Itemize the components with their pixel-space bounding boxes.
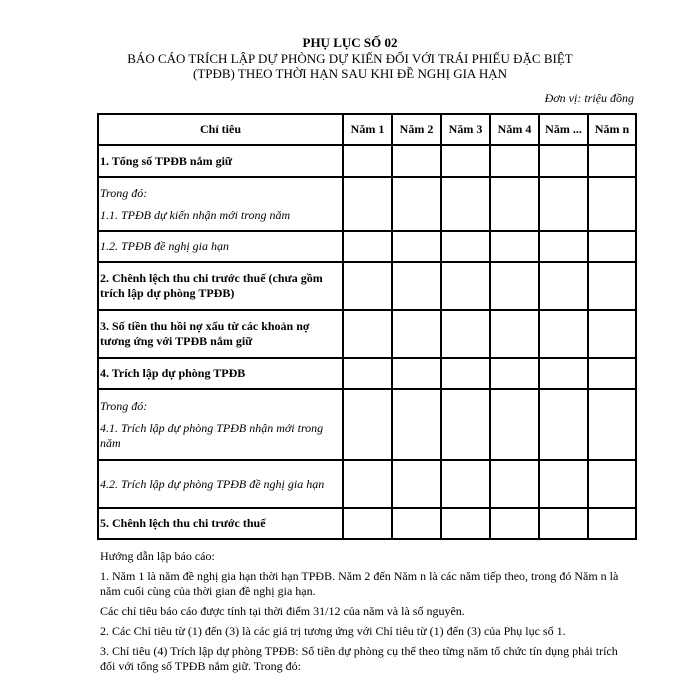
- row-label: 5. Chênh lệch thu chi trước thuế: [98, 508, 343, 539]
- table-cell: [343, 358, 392, 389]
- row-label: 1.2. TPĐB đề nghị gia hạn: [98, 231, 343, 262]
- table-cell: [343, 177, 392, 231]
- table-cell: [441, 231, 490, 262]
- row-label: [98, 177, 343, 231]
- table-cell: [539, 460, 588, 508]
- table-row: [98, 460, 636, 508]
- table-cell: [588, 508, 636, 539]
- table-cell: [343, 389, 392, 460]
- table-cell: [441, 508, 490, 539]
- report-instructions: [100, 549, 635, 674]
- table-cell: [392, 508, 441, 539]
- table-cell: [588, 310, 636, 358]
- table-cell: [539, 389, 588, 460]
- header-year-etc: Năm ...: [539, 114, 588, 145]
- table-cell: [392, 177, 441, 231]
- table-cell: [392, 231, 441, 262]
- table-cell: [588, 358, 636, 389]
- row-label: 1. Tổng số TPĐB nắm giữ: [98, 145, 343, 177]
- table-cell: [441, 310, 490, 358]
- table-cell: [490, 310, 539, 358]
- header-year-1: Năm 1: [343, 114, 392, 145]
- table-cell: [490, 460, 539, 508]
- table-cell: [392, 310, 441, 358]
- report-title-line1: BÁO CÁO TRÍCH LẬP DỰ PHÒNG DỰ KIẾN ĐỐI VỚI TRÁI PHIẾU ĐẶC BIỆT: [127, 51, 573, 66]
- row-label-intro: Trong đó:: [100, 185, 148, 200]
- table-cell: [392, 389, 441, 460]
- instruction-paragraph: 2. Các Chỉ tiêu từ (1) đến (3) là các giá trị tương ứng với Chỉ tiêu từ (1) đến (3) của Phụ lục số 1.: [100, 624, 566, 638]
- table-cell: [392, 145, 441, 177]
- table-row: [98, 262, 636, 310]
- table-cell: [441, 145, 490, 177]
- table-cell: [343, 262, 392, 310]
- table-cell: [441, 262, 490, 310]
- row-label: [98, 389, 343, 460]
- row-label: 4. Trích lập dự phòng TPĐB: [98, 358, 343, 389]
- table-cell: [490, 508, 539, 539]
- report-title-line2: (TPĐB) THEO THỜI HẠN SAU KHI ĐỀ NGHỊ GIA HẠN: [192, 66, 508, 81]
- table-cell: [588, 262, 636, 310]
- header-year-2: Năm 2: [392, 114, 441, 145]
- table-cell: [441, 460, 490, 508]
- table-cell: [490, 231, 539, 262]
- table-row: [98, 310, 636, 358]
- row-label-intro: Trong đó:: [100, 398, 148, 413]
- row-label: 4.2. Trích lập dự phòng TPĐB đề nghị gia hạn: [98, 460, 343, 508]
- table-cell: [441, 177, 490, 231]
- row-label-item: 4.1. Trích lập dự phòng TPĐB nhận mới trong năm: [100, 420, 324, 450]
- report-table: [97, 113, 637, 540]
- table-cell: [343, 145, 392, 177]
- table-cell: [441, 358, 490, 389]
- table-cell: [343, 460, 392, 508]
- table-cell: [539, 145, 588, 177]
- table-row: [98, 508, 636, 539]
- table-cell: [588, 145, 636, 177]
- table-cell: [490, 177, 539, 231]
- table-cell: [539, 508, 588, 539]
- table-cell: [490, 145, 539, 177]
- table-cell: [441, 389, 490, 460]
- table-cell: [490, 262, 539, 310]
- header-indicator: Chỉ tiêu: [98, 114, 343, 145]
- table-cell: [539, 358, 588, 389]
- table-row: [98, 231, 636, 262]
- table-cell: [588, 460, 636, 508]
- row-label: 3. Số tiền thu hồi nợ xấu từ các khoản nợ tương ứng với TPĐB nắm giữ: [98, 310, 343, 358]
- table-cell: [539, 177, 588, 231]
- table-cell: [392, 460, 441, 508]
- header-year-3: Năm 3: [441, 114, 490, 145]
- unit-label: Đơn vị: triệu đồng: [544, 91, 634, 105]
- instructions-heading: Hướng dẫn lập báo cáo:: [100, 549, 215, 563]
- table-cell: [343, 231, 392, 262]
- table-cell: [588, 389, 636, 460]
- table-cell: [539, 231, 588, 262]
- table-cell: [343, 508, 392, 539]
- table-cell: [588, 231, 636, 262]
- table-row: [98, 145, 636, 177]
- instruction-paragraph: 1. Năm 1 là năm đề nghị gia hạn thời hạn TPĐB. Năm 2 đến Năm n là các năm tiếp theo, trong đó Năm n là năm cuối cùng của thời gian đề nghị gia hạn.: [100, 569, 619, 598]
- row-label-item: 1.1. TPĐB dự kiến nhận mới trong năm: [100, 207, 291, 222]
- table-cell: [490, 389, 539, 460]
- header-year-n: Năm n: [588, 114, 636, 145]
- instruction-paragraph: Các chỉ tiêu báo cáo được tính tại thời điểm 31/12 của năm và là số nguyên.: [100, 604, 465, 618]
- row-label: 2. Chênh lệch thu chi trước thuế (chưa gồm trích lập dự phòng TPĐB): [98, 262, 343, 310]
- table-cell: [539, 262, 588, 310]
- table-cell: [392, 262, 441, 310]
- appendix-title: PHỤ LỤC SỐ 02: [302, 35, 398, 50]
- table-cell: [588, 177, 636, 231]
- table-cell: [539, 310, 588, 358]
- table-header-row: [98, 114, 636, 145]
- table-cell: [392, 358, 441, 389]
- table-cell: [343, 310, 392, 358]
- table-row: [98, 389, 636, 460]
- instruction-paragraph: 3. Chỉ tiêu (4) Trích lập dự phòng TPĐB: Số tiền dự phòng cụ thể theo từng năm tổ chức tín dụng phải trích đối với tổng số TPĐB nắm giữ. Trong đó:: [100, 644, 618, 673]
- header-year-4: Năm 4: [490, 114, 539, 145]
- table-row: [98, 358, 636, 389]
- table-cell: [490, 358, 539, 389]
- table-row: [98, 177, 636, 231]
